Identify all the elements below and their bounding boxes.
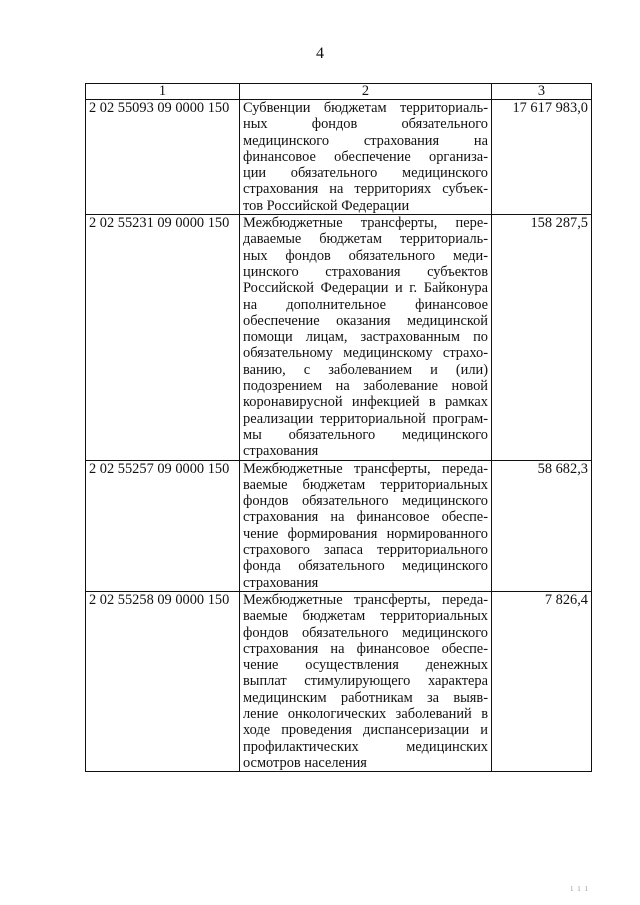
description-line: Российской Федерации и г. Байконура (243, 280, 488, 297)
description-line: ваемые бюджетам территориальных (243, 608, 488, 625)
description-cell (240, 591, 492, 771)
description-line: страхования на финансовое обеспе- (243, 509, 488, 526)
description-line: ванию, с заболеванием и (или) (243, 361, 488, 378)
column-header-2: 2 (240, 84, 492, 100)
description-line: подозрением на заболевание новой (243, 378, 488, 395)
description-line: реализации территориальной програм- (243, 410, 488, 427)
description-line: Субвенции бюджетам территориаль- (243, 100, 488, 116)
table-row (86, 215, 592, 460)
column-header-1: 1 (86, 84, 240, 100)
description-line: страхования (243, 443, 319, 460)
description-line: коронавирусной инфекцией в рамках (243, 394, 488, 411)
description-cell (240, 100, 492, 215)
page-number: 4 (316, 45, 324, 62)
table-row (86, 460, 592, 591)
table-row (86, 100, 592, 215)
amount-cell: 58 682,3 (492, 460, 592, 591)
description-line: страхования на финансовое обеспе- (243, 640, 488, 657)
amount-cell: 7 826,4 (492, 591, 592, 771)
budget-table (85, 83, 592, 772)
description-line: ваемые бюджетам территориальных (243, 476, 488, 493)
description-line: ных фондов обязательного меди- (243, 247, 488, 264)
description-line: ление онкологических заболеваний в (243, 705, 488, 722)
description-line: страхового запаса территориального (243, 542, 488, 559)
corner-mark: 1 1 1 (570, 885, 589, 893)
description-line: обязательному медицинскому страхо- (243, 345, 488, 362)
description-line: мы обязательного медицинского (243, 426, 488, 443)
description-line: финансовое обеспечение организа- (243, 148, 488, 165)
description-line: ных фондов обязательного (243, 116, 488, 133)
description-line: фонда обязательного медицинского (243, 558, 488, 575)
description-line: фондов обязательного медицинского (243, 493, 488, 510)
description-line: помощи лицам, застрахованным по (243, 329, 488, 346)
description-line: цинского страхования субъектов (243, 263, 488, 280)
description-line: фондов обязательного медицинского (243, 624, 488, 641)
description-cell (240, 215, 492, 460)
description-line: ции обязательного медицинского (243, 165, 488, 182)
column-header-3: 3 (492, 84, 592, 100)
table-row (86, 591, 592, 771)
amount-cell: 158 287,5 (492, 215, 592, 460)
description-line: профилактических медицинских (243, 738, 488, 755)
description-line: медицинского страхования на (243, 132, 488, 149)
description-line: страхования на территориях субъек- (243, 181, 488, 198)
description-line: страхования (243, 574, 319, 591)
description-line: медицинским работникам за выяв- (243, 689, 488, 706)
budget-code-cell: 2 02 55258 09 0000 150 (86, 591, 240, 771)
amount-cell: 17 617 983,0 (492, 100, 592, 215)
description-line: выплат стимулирующего характера (243, 673, 488, 690)
description-line: ходе проведения диспансеризации и (243, 722, 488, 739)
description-cell (240, 460, 492, 591)
table-header-row (86, 84, 592, 100)
description-line: чение формирования нормированного (243, 525, 488, 542)
description-line: осмотров населения (243, 754, 367, 771)
description-line: Межбюджетные трансферты, пере- (243, 215, 488, 232)
description-line: даваемые бюджетам территориаль- (243, 231, 488, 248)
description-line: тов Российской Федерации (243, 197, 410, 214)
budget-code-cell: 2 02 55093 09 0000 150 (86, 100, 240, 215)
description-line: Межбюджетные трансферты, переда- (243, 460, 488, 477)
description-line: обеспечение оказания медицинской (243, 312, 488, 329)
description-line: на дополнительное финансовое (243, 296, 488, 313)
budget-code-cell: 2 02 55231 09 0000 150 (86, 215, 240, 460)
description-line: Межбюджетные трансферты, переда- (243, 591, 488, 608)
budget-code-cell: 2 02 55257 09 0000 150 (86, 460, 240, 591)
description-line: чение осуществления денежных (243, 657, 488, 674)
